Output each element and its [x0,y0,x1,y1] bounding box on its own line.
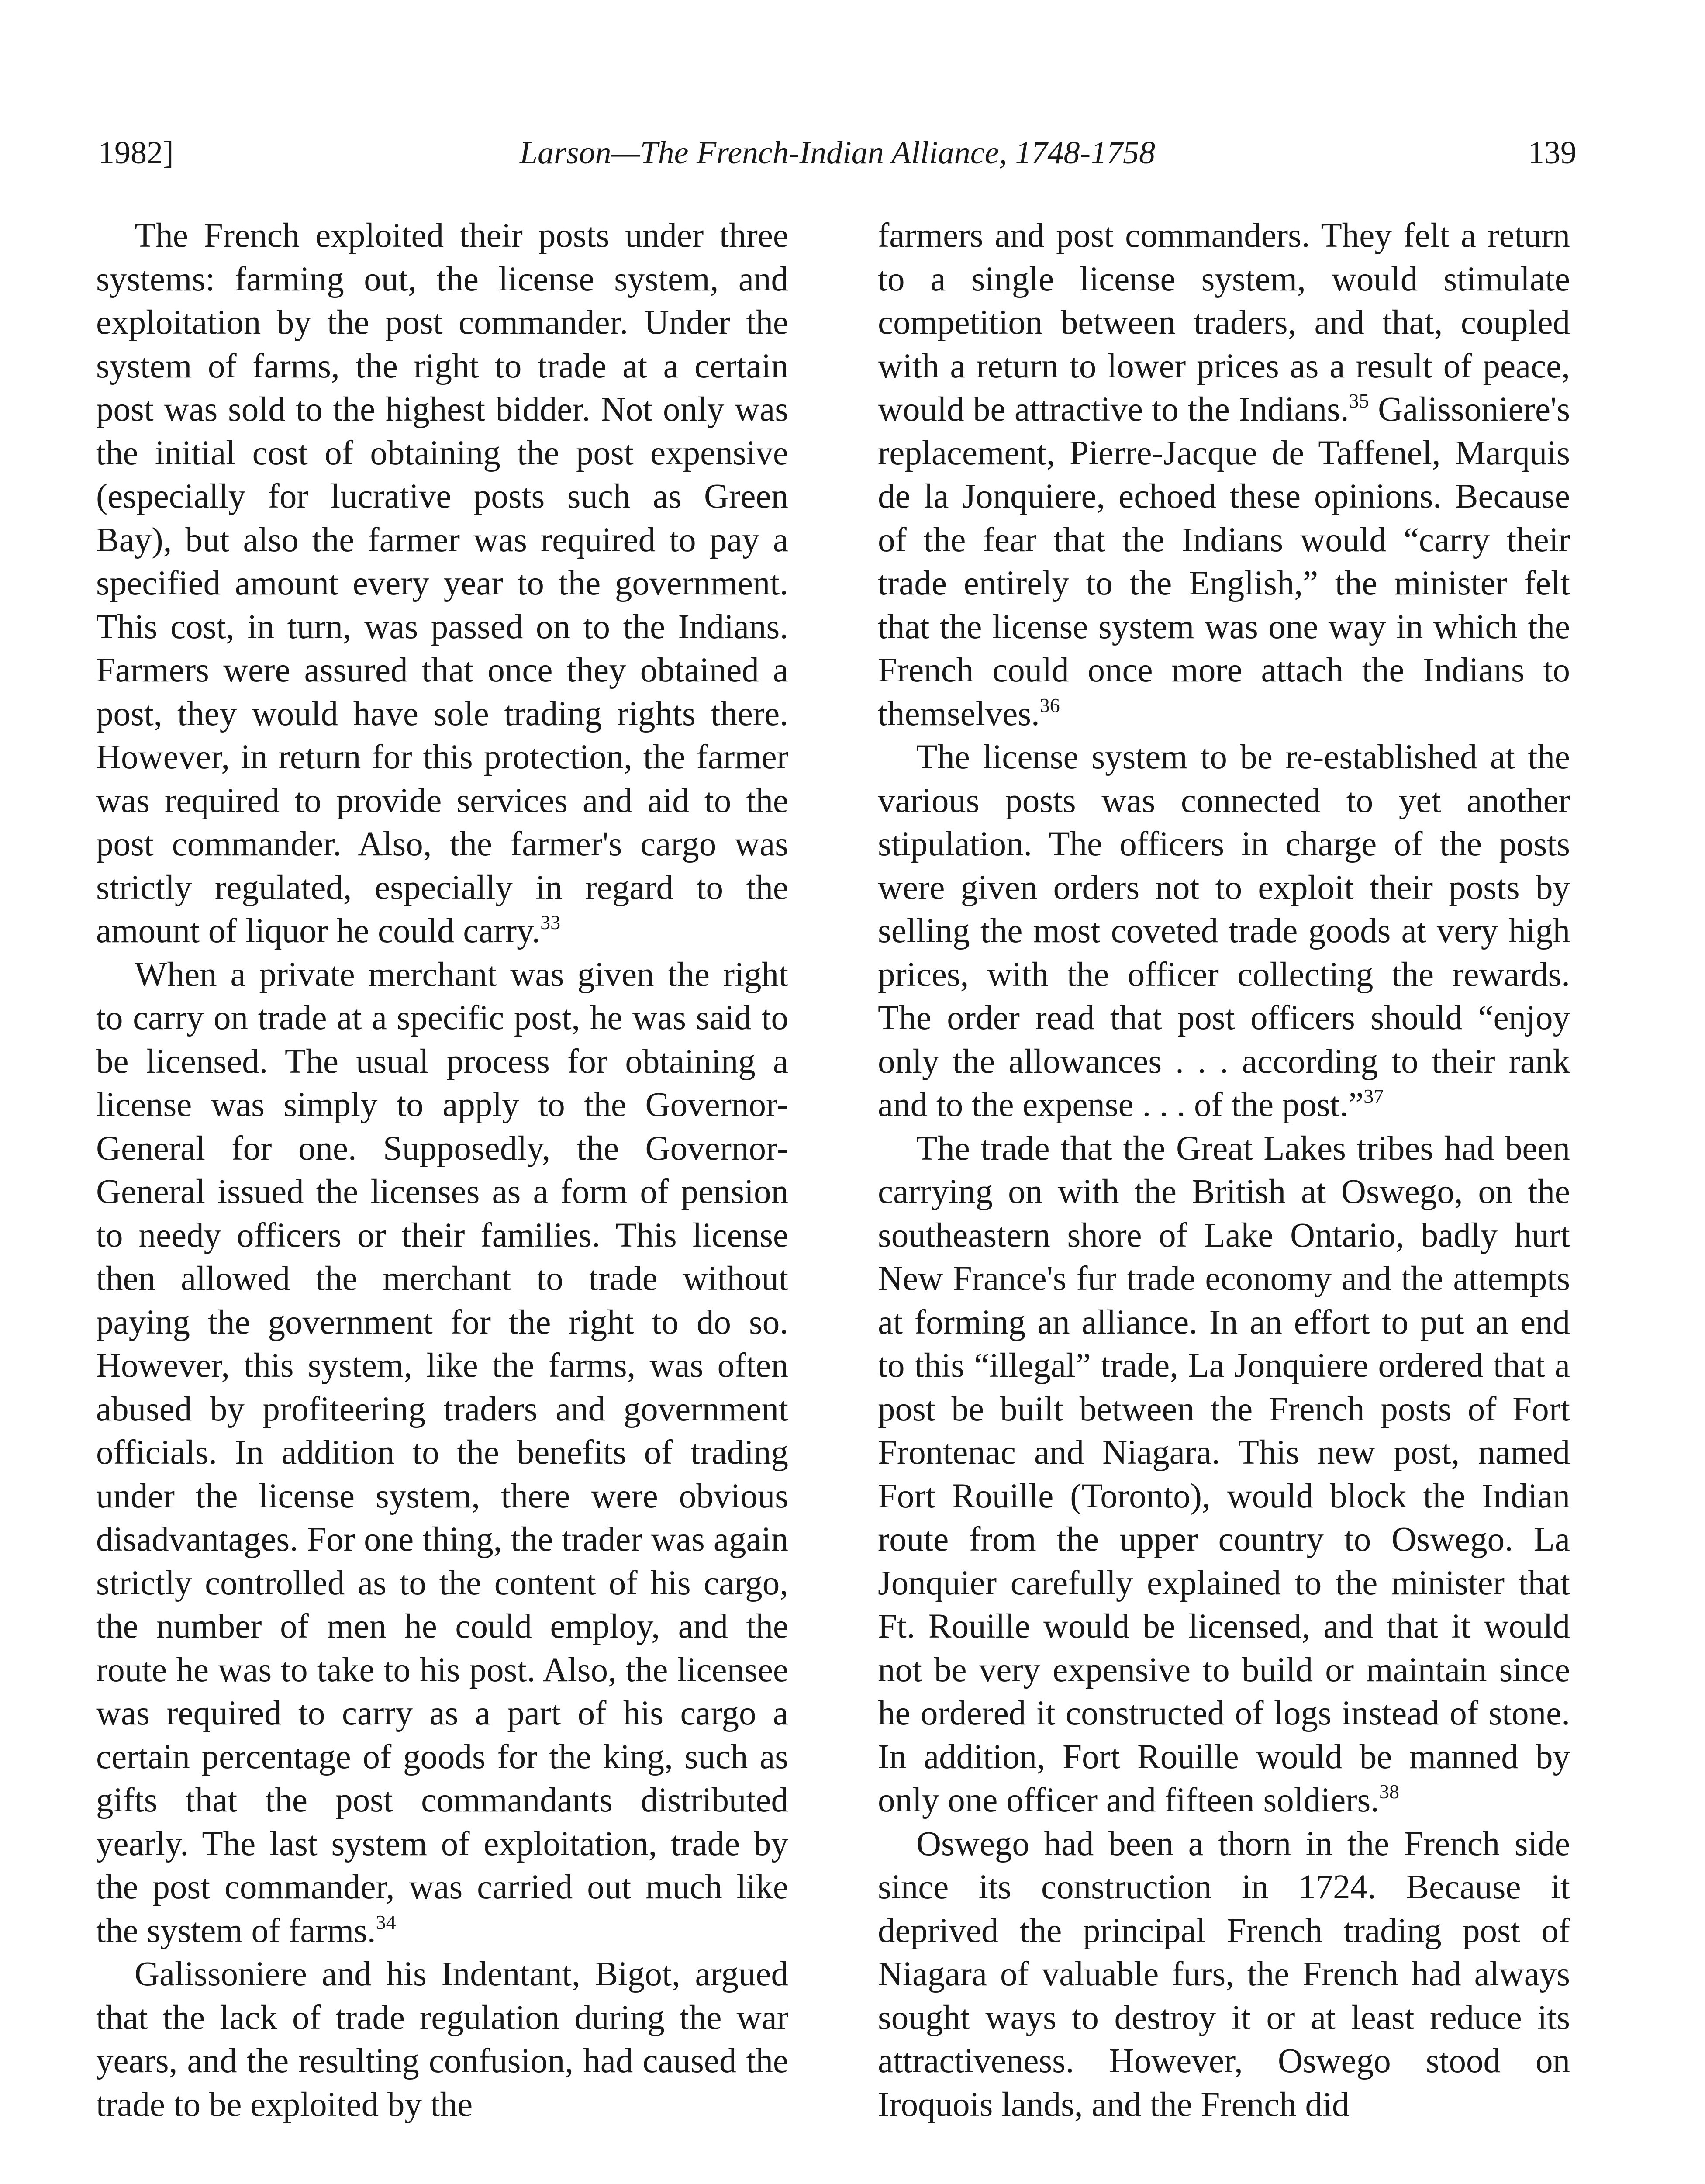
page-number: 139 [1528,135,1577,171]
running-title: Larson—The French-Indian Alliance, 1748-1758 [519,135,1156,171]
footnote-ref[interactable]: 38 [1379,1780,1400,1803]
paragraph: Galissoniere and his Indentant, Bigot, argued that the lack of trade regulation during the war years, and the resulting confusion, had caused the trade to be exploited by the [96,1955,788,2124]
running-header [98,127,1577,179]
paragraph: The trade that the Great Lakes tribes had been carrying on with the British at Oswego, on the southeastern shore of Lake Ontario, badly hurt New France's fur trade economy and the attempts at forming an alliance. In an effort to put an end to this “illegal” trade, La Jonquiere ordered that a post be built between the French posts of Fort Frontenac and Niagara. This new post, named Fort Rouille (Toronto), would block the Indian route from the upper country to Oswego. La Jonquier carefully explained to the minister that Ft. Rouille would be licensed, and that it would not be very expensive to build or maintain since he ordered it constructed of logs instead of stone. In addition, Fort Rouille would be manned by only one officer and fifteen soldiers.$^{38}$ [878,1129,1570,1819]
paragraph: Oswego had been a thorn in the French side since its construction in 1724. Because it deprived the principal French trading post of Niagara of valuable furs, the French had always sought ways to destroy it or at least reduce its attractiveness. However, Oswego stood on Iroquois lands, and the French did [878,1825,1570,2124]
paragraph: farmers and post commanders. They felt a return to a single license system, would stimulate competition between traders, and that, coupled with a return to lower prices as a result of peace, would be attractive to the Indians.$^{35}$ Galissoniere's replacement, Pierre-Jacque de Taffenel, Marquis de la Jonquiere, echoed these opinions. Because of the fear that the Indians would “carry their trade entirely to the English,” the minister felt that the license system was one way in which the French could once more attach the Indians to themselves.$^{36}$ [878,217,1570,733]
footnote-ref[interactable]: 37 [1363,1085,1384,1107]
paragraph: The French exploited their posts under three systems: farming out, the license system, and exploitation by the post commander. Under the system of farms, the right to trade at a certain post was sold to the highest bidder. Not only was the initial cost of obtaining the post expensive (especially for lucrative posts such as Green Bay), but also the farmer was required to pay a specified amount every year to the government. This cost, in turn, was passed on to the Indians. Farmers were assured that once they obtained a post, they would have sole trading rights there. However, in return for this protection, the farmer was required to provide services and aid to the post commander. Also, the farmer's cargo was strictly regulated, especially in regard to the amount of liquor he could carry.$^{33}$ [96,217,788,950]
volume-year: 1982] [98,135,174,171]
footnote-ref[interactable]: 35 [1349,390,1369,412]
left-column [96,214,788,2126]
paragraph: When a private merchant was given the right to carry on trade at a specific post, he was said to be licensed. The usual process for obtaining a license was simply to apply to the Governor-General for one. Supposedly, the Governor-General issued the licenses as a form of pension to needy officers or their families. This license then allowed the merchant to trade without paying the government for the right to do so. However, this system, like the farms, was often abused by profiteering traders and government officials. In addition to the benefits of trading under the license system, there were obvious disadvantages. For one thing, the trader was again strictly controlled as to the content of his cargo, the number of men he could employ, and the route he was to take to his post. Also, the licensee was required to carry as a part of his cargo a certain percentage of goods for the king, such as gifts that the post commandants distributed yearly. The last system of exploitation, trade by the post commander, was carried out much like the system of farms.$^{34}$ [96,955,788,1950]
footnote-ref[interactable]: 36 [1039,694,1060,716]
right-column [878,214,1570,2126]
paragraph: The license system to be re-established at the various posts was connected to yet another stipulation. The officers in charge of the posts were given orders not to exploit their posts by selling the most coveted trade goods at very high prices, with the officer collecting the rewards. The order read that post officers should “enjoy only the allowances . . . according to their rank and to the expense . . . of the post.”$^{37}$ [878,738,1570,1124]
footnote-ref[interactable]: 34 [376,1911,396,1933]
footnote-ref[interactable]: 33 [540,911,561,933]
